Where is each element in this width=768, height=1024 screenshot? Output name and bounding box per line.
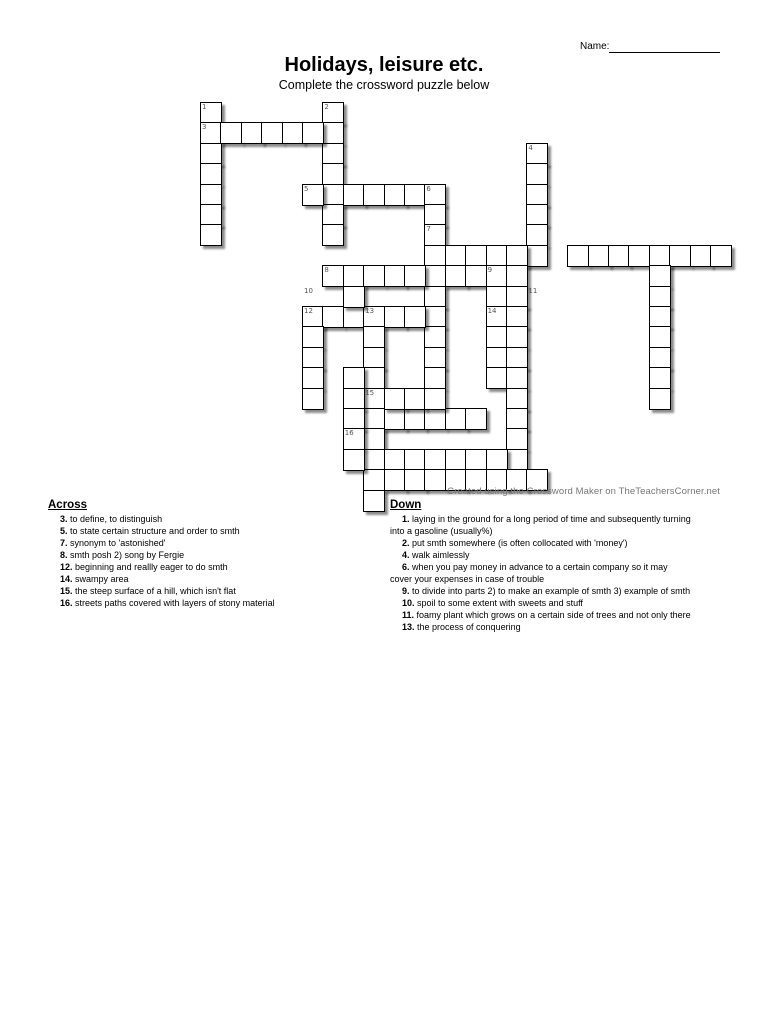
crossword-cell[interactable] xyxy=(649,265,671,287)
clue-item xyxy=(390,537,730,549)
crossword-cell[interactable] xyxy=(526,184,548,206)
crossword-cell[interactable] xyxy=(465,265,487,287)
crossword-cell[interactable] xyxy=(241,122,263,144)
clue-item-continuation: cover your expenses in case of trouble xyxy=(390,574,545,584)
crossword-cell[interactable] xyxy=(424,388,446,410)
crossword-cell[interactable] xyxy=(343,265,365,287)
crossword-cell[interactable] xyxy=(649,326,671,348)
crossword-cell[interactable] xyxy=(506,326,528,348)
crossword-cell[interactable] xyxy=(424,469,446,491)
crossword-cell[interactable] xyxy=(649,245,671,267)
clue-item xyxy=(390,549,730,561)
crossword-cell[interactable] xyxy=(322,224,344,246)
crossword-cell[interactable] xyxy=(506,408,528,430)
crossword-cell[interactable] xyxy=(506,245,528,267)
across-clue-list xyxy=(48,513,348,609)
crossword-cell[interactable] xyxy=(649,347,671,369)
clue-item-text: swampy area xyxy=(72,574,129,584)
crossword-cell[interactable] xyxy=(343,408,365,430)
clue-number-8: 8 xyxy=(324,266,329,275)
clue-item-text: foamy plant which grows on a certain side of trees and not only there xyxy=(414,610,691,620)
crossword-cell[interactable] xyxy=(363,408,385,430)
crossword-cell[interactable] xyxy=(669,245,691,267)
crossword-cell[interactable] xyxy=(506,367,528,389)
crossword-cell[interactable] xyxy=(445,449,467,471)
clue-item xyxy=(48,597,348,609)
crossword-cell[interactable] xyxy=(302,326,324,348)
crossword-cell[interactable] xyxy=(526,204,548,226)
crossword-cell[interactable] xyxy=(261,122,283,144)
crossword-cell[interactable] xyxy=(404,449,426,471)
clue-item-text: when you pay money in advance to a certain company so it may xyxy=(409,562,668,572)
across-heading: Across xyxy=(48,499,87,511)
crossword-cell[interactable] xyxy=(424,449,446,471)
crossword-cell[interactable] xyxy=(404,306,426,328)
clue-item-text: to define, to distinguish xyxy=(67,514,163,524)
crossword-cell[interactable] xyxy=(200,163,222,185)
clue-number-3: 3 xyxy=(202,123,207,132)
clue-number-16: 16 xyxy=(344,429,354,438)
clue-item xyxy=(48,561,348,573)
clue-item xyxy=(390,561,730,585)
crossword-cell[interactable] xyxy=(588,245,610,267)
crossword-cell[interactable] xyxy=(526,245,548,267)
crossword-cell[interactable] xyxy=(649,388,671,410)
clue-number-1: 1 xyxy=(202,103,207,111)
crossword-cell[interactable] xyxy=(200,204,222,226)
crossword-cell[interactable] xyxy=(404,469,426,491)
crossword-cell[interactable] xyxy=(465,245,487,267)
clue-item-number: 7. xyxy=(60,538,68,548)
crossword-cell[interactable] xyxy=(322,306,344,328)
crossword-cell[interactable] xyxy=(384,408,406,430)
crossword-cell[interactable] xyxy=(200,184,222,206)
crossword-cell[interactable] xyxy=(628,245,650,267)
crossword-cell[interactable] xyxy=(649,286,671,308)
crossword-cell[interactable] xyxy=(282,122,304,144)
crossword-cell[interactable] xyxy=(424,408,446,430)
crossword-cell[interactable] xyxy=(363,265,385,287)
clue-number-7: 7 xyxy=(426,225,431,234)
crossword-cell[interactable] xyxy=(384,306,406,328)
clue-item-text: synonym to 'astonished' xyxy=(67,538,166,548)
crossword-cell[interactable] xyxy=(363,347,385,369)
crossword-cell[interactable] xyxy=(404,184,426,206)
crossword-cell[interactable] xyxy=(567,245,589,267)
crossword-cell[interactable] xyxy=(465,408,487,430)
clue-number-13: 13 xyxy=(365,307,375,315)
crossword-cell[interactable] xyxy=(363,428,385,450)
clue-number-4: 4 xyxy=(528,143,533,152)
crossword-cell[interactable] xyxy=(404,265,426,287)
clue-item xyxy=(390,621,730,633)
clue-number-10: 10 xyxy=(304,286,313,295)
crossword-cell[interactable] xyxy=(302,367,324,389)
down-heading: Down xyxy=(390,499,422,511)
down-clues xyxy=(390,499,730,633)
clue-item xyxy=(390,609,730,621)
crossword-cell[interactable] xyxy=(322,143,344,165)
crossword-cell[interactable] xyxy=(424,367,446,389)
crossword-cell[interactable] xyxy=(200,143,222,165)
crossword-cell[interactable] xyxy=(363,367,385,389)
clue-item-number: 6. xyxy=(402,562,410,572)
crossword-cell[interactable] xyxy=(424,347,446,369)
clue-item xyxy=(390,597,730,609)
clue-item-text: streets paths covered with layers of stony material xyxy=(72,598,275,608)
crossword-cell[interactable] xyxy=(343,286,365,308)
crossword-cell[interactable] xyxy=(486,326,508,348)
clue-item-number: 2. xyxy=(402,538,410,548)
clue-item xyxy=(48,525,348,537)
clue-item xyxy=(48,537,348,549)
crossword-cell[interactable] xyxy=(384,469,406,491)
clue-item-number: 1. xyxy=(402,514,410,524)
crossword-cell[interactable] xyxy=(424,306,446,328)
crossword-cell[interactable] xyxy=(302,347,324,369)
clue-item-text: beginning and reallly eager to do smth xyxy=(72,562,228,572)
crossword-cell[interactable] xyxy=(506,428,528,450)
clue-number-6: 6 xyxy=(426,184,431,193)
crossword-cell[interactable] xyxy=(526,163,548,185)
clue-item xyxy=(48,573,348,585)
clue-item-number: 14. xyxy=(60,574,73,584)
crossword-cell[interactable] xyxy=(710,245,732,267)
crossword-cell[interactable] xyxy=(302,122,324,144)
crossword-cell[interactable] xyxy=(526,224,548,246)
crossword-cell[interactable] xyxy=(424,204,446,226)
crossword-cell[interactable] xyxy=(384,184,406,206)
crossword-cell[interactable] xyxy=(384,449,406,471)
crossword-cell[interactable] xyxy=(506,449,528,471)
crossword-cell[interactable] xyxy=(322,204,344,226)
clue-item-text: smth posh 2) song by Fergie xyxy=(67,550,185,560)
crossword-cell[interactable] xyxy=(322,163,344,185)
crossword-cell[interactable] xyxy=(363,184,385,206)
clue-item-text: spoil to some extent with sweets and stuff xyxy=(414,598,583,608)
crossword-cell[interactable] xyxy=(649,306,671,328)
across-clues xyxy=(48,499,348,609)
clue-item-text: the steep surface of a hill, which isn't flat xyxy=(72,586,236,596)
crossword-cell[interactable] xyxy=(322,122,344,144)
clue-item-number: 8. xyxy=(60,550,68,560)
crossword-cell[interactable] xyxy=(404,388,426,410)
crossword-cell[interactable] xyxy=(384,388,406,410)
crossword-cell[interactable] xyxy=(343,184,365,206)
clue-number-5: 5 xyxy=(304,184,309,193)
crossword-cell[interactable] xyxy=(302,388,324,410)
clue-item-number: 13. xyxy=(402,622,415,632)
crossword-cell[interactable] xyxy=(506,286,528,308)
crossword-cell[interactable] xyxy=(322,184,344,206)
clue-item-number: 4. xyxy=(402,550,410,560)
crossword-cell[interactable] xyxy=(363,449,385,471)
clue-number-12: 12 xyxy=(304,307,313,315)
crossword-cell[interactable] xyxy=(363,326,385,348)
clue-item-number: 9. xyxy=(402,586,410,596)
credit-line: Created using the Crossword Maker on TheTeachersCorner.net xyxy=(447,486,720,497)
name-label: Name: xyxy=(580,41,610,52)
crossword-cell[interactable] xyxy=(445,408,467,430)
clue-item xyxy=(48,585,348,597)
crossword-cell[interactable] xyxy=(445,245,467,267)
crossword-cell[interactable] xyxy=(343,388,365,410)
crossword-cell[interactable] xyxy=(424,245,446,267)
clue-number-15: 15 xyxy=(365,388,375,397)
crossword-cell[interactable] xyxy=(363,490,385,512)
clue-item-continuation: into a gasoline (usually%) xyxy=(390,526,493,536)
crossword-cell[interactable] xyxy=(424,326,446,348)
clue-item-number: 3. xyxy=(60,514,68,524)
clue-number-14: 14 xyxy=(487,307,497,315)
clue-item-number: 12. xyxy=(60,562,73,572)
crossword-cell[interactable] xyxy=(690,245,712,267)
crossword-cell[interactable] xyxy=(486,347,508,369)
clue-item-number: 5. xyxy=(60,526,68,536)
crossword-cell[interactable] xyxy=(384,265,406,287)
clue-number-2: 2 xyxy=(324,103,329,111)
crossword-cell[interactable] xyxy=(486,449,508,471)
clue-number-9: 9 xyxy=(487,266,493,275)
clue-item xyxy=(48,549,348,561)
clue-item-number: 10. xyxy=(402,598,415,608)
clue-item-text: to divide into parts 2) to make an example of smth 3) example of smth xyxy=(409,586,691,596)
crossword-cell[interactable] xyxy=(649,367,671,389)
crossword-cell[interactable] xyxy=(363,469,385,491)
clue-item xyxy=(390,585,730,597)
clue-item-number: 16. xyxy=(60,598,73,608)
clue-item-text: walk aimlessly xyxy=(409,550,470,560)
clue-item xyxy=(390,513,730,537)
clue-item-text: put smth somewhere (is often collocated with 'money') xyxy=(409,538,628,548)
clue-number-11: 11 xyxy=(528,286,538,295)
crossword-cell[interactable] xyxy=(506,347,528,369)
crossword-grid xyxy=(0,0,768,490)
clue-item-number: 15. xyxy=(60,586,73,596)
crossword-cell[interactable] xyxy=(200,224,222,246)
crossword-cell[interactable] xyxy=(343,449,365,471)
crossword-cell[interactable] xyxy=(506,306,528,328)
crossword-cell[interactable] xyxy=(220,122,242,144)
crossword-cell[interactable] xyxy=(445,265,467,287)
clue-item-text: the process of conquering xyxy=(414,622,521,632)
clue-item-number: 11. xyxy=(402,610,415,620)
crossword-cell[interactable] xyxy=(506,388,528,410)
crossword-cell[interactable] xyxy=(486,286,508,308)
crossword-cell[interactable] xyxy=(465,449,487,471)
crossword-cell[interactable] xyxy=(343,306,365,328)
crossword-cell[interactable] xyxy=(343,367,365,389)
clue-item-text: laying in the ground for a long period of time and subsequently turning xyxy=(409,514,691,524)
page-title: Holidays, leisure etc. xyxy=(284,54,484,76)
crossword-cell[interactable] xyxy=(424,286,446,308)
crossword-cell[interactable] xyxy=(404,408,426,430)
crossword-cell[interactable] xyxy=(506,265,528,287)
page-subtitle: Complete the crossword puzzle below xyxy=(278,78,490,92)
crossword-cell[interactable] xyxy=(486,367,508,389)
crossword-cell[interactable] xyxy=(608,245,630,267)
crossword-cell[interactable] xyxy=(486,245,508,267)
clue-item-text: to state certain structure and order to smth xyxy=(67,526,240,536)
crossword-cell[interactable] xyxy=(424,265,446,287)
clue-item xyxy=(48,513,348,525)
down-clue-list xyxy=(390,513,730,633)
